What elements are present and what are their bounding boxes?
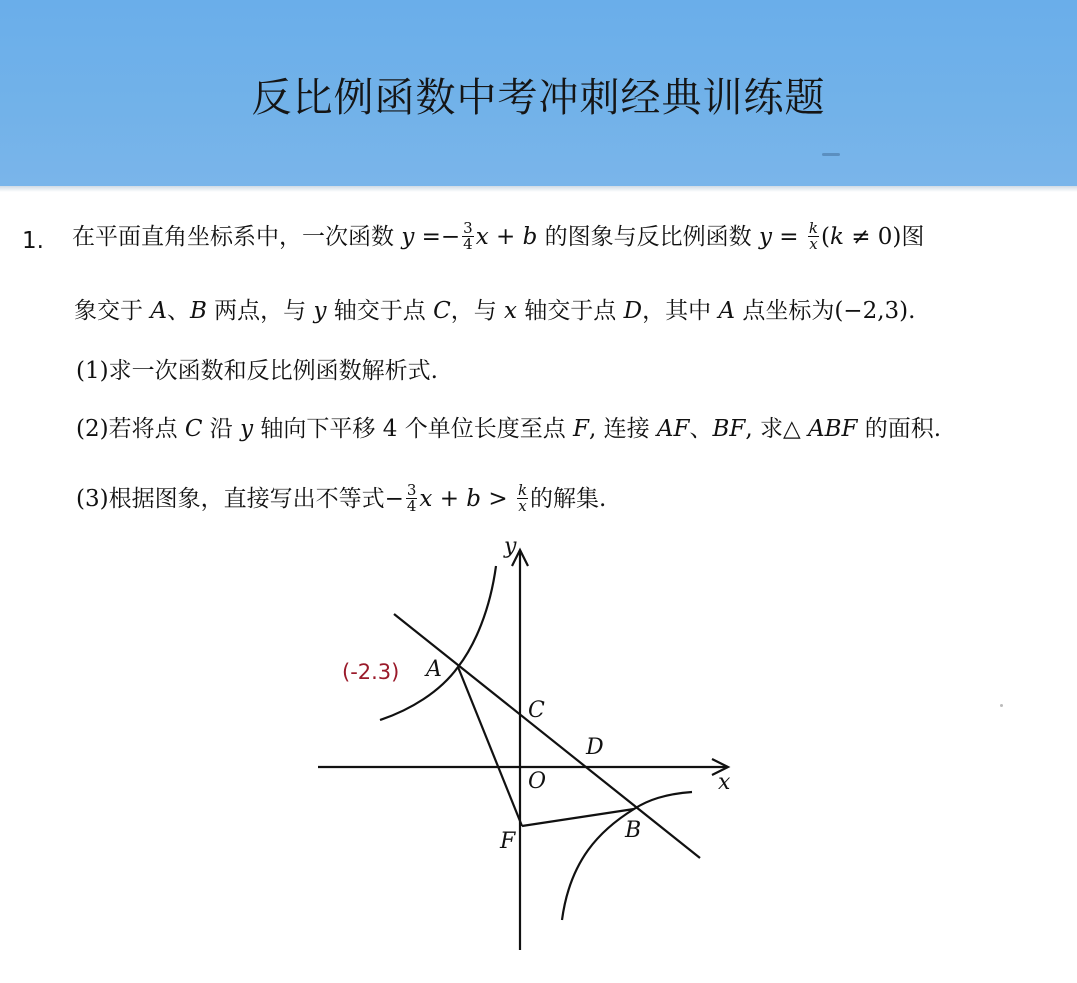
- line1-post: 图: [901, 224, 925, 250]
- point-c-label: C: [433, 298, 451, 324]
- eq1-lhs: y: [401, 224, 415, 250]
- x-var: x: [504, 298, 517, 324]
- point-a-label: A: [150, 298, 167, 324]
- question-part-3: [76, 480, 607, 516]
- part3-b-var: b: [466, 486, 482, 512]
- y-var: y: [313, 298, 327, 324]
- eq1-b: b: [522, 224, 538, 250]
- part3-frac2-den: x: [518, 496, 527, 515]
- line1-pre: 在平面直角坐标系中，一次函数: [72, 224, 402, 250]
- eq2-lhs: y: [758, 224, 772, 250]
- coordinate-figure: [300, 530, 760, 960]
- figure-svg: [300, 530, 760, 960]
- part2-text-4: , 连接: [588, 416, 657, 442]
- question-part-2: [76, 414, 941, 444]
- point-f: F: [500, 829, 516, 854]
- y-axis-label: y: [504, 534, 517, 559]
- part3-frac-num: 3: [406, 480, 417, 499]
- part2-text-7: 的面积.: [857, 416, 942, 442]
- line2-text-5: ，与: [450, 298, 505, 324]
- fraction-k-over-x: [808, 218, 819, 253]
- part2-text-2: 沿: [202, 416, 241, 442]
- frac1-num: 3: [463, 218, 473, 237]
- line2-text-3: 两点，与: [206, 298, 314, 324]
- question-line-2: [74, 296, 915, 326]
- part3-plus: +: [432, 486, 467, 512]
- line2-text-7: ，其中: [642, 298, 719, 324]
- eq2-eq: =: [771, 224, 806, 250]
- segment-af: AF: [656, 416, 690, 442]
- frac2-num: k: [808, 218, 818, 237]
- eq1-eq: =−: [414, 224, 461, 250]
- frac1-den: 4: [463, 234, 473, 253]
- cond-rest: ≠ 0): [843, 224, 902, 250]
- part3-fraction-three-quarters: [406, 480, 418, 515]
- question-part-1: (1)求一次函数和反比例函数解析式.: [76, 358, 438, 384]
- eq1-plus: +: [488, 224, 523, 250]
- frac2-den: x: [809, 234, 818, 253]
- page-title: 反比例函数中考冲刺经典训练题: [251, 75, 826, 121]
- part2-text-1: (2)若将点: [76, 416, 185, 442]
- scan-speck: [822, 153, 840, 156]
- fraction-three-quarters: [462, 218, 474, 253]
- part3-frac-den: 4: [406, 496, 417, 515]
- part3-text-1: (3)根据图象，直接写出不等式−: [76, 486, 404, 512]
- part2-text-6: , 求△: [745, 416, 808, 442]
- line2-text-4: 轴交于点: [326, 298, 434, 324]
- part3-frac2-num: k: [517, 480, 528, 499]
- triangle-abf: ABF: [808, 416, 858, 442]
- scan-speck: [1000, 704, 1003, 707]
- point-c: C: [528, 698, 545, 723]
- cond-k: k: [829, 224, 844, 250]
- x-axis-label: x: [718, 770, 731, 795]
- point-b-label: B: [189, 298, 207, 324]
- part2-text-5: 、: [689, 416, 713, 442]
- cond-open: (: [820, 224, 830, 250]
- segment-bf-line: [522, 809, 634, 826]
- line2-text-1: 象交于: [74, 298, 151, 324]
- part3-x-var: x: [419, 486, 433, 512]
- banner-shadow: [0, 186, 1077, 192]
- part3-text-2: 的解集.: [530, 486, 607, 512]
- handwritten-coordinate-annotation: (-2.3): [342, 660, 400, 684]
- point-b: B: [625, 818, 642, 843]
- point-d: D: [586, 735, 604, 760]
- part2-y-var: y: [240, 416, 254, 442]
- origin-o: O: [528, 769, 547, 794]
- part3-fraction-k-over-x: [517, 480, 528, 515]
- line2-text-8: 点坐标为(−2,3).: [735, 298, 916, 324]
- point-d-label: D: [623, 298, 643, 324]
- eq1-x: x: [475, 224, 489, 250]
- point-a: A: [426, 657, 442, 682]
- part2-point-c: C: [184, 416, 203, 442]
- point-a-label-2: A: [718, 298, 736, 324]
- line1-mid: 的图象与反比例函数: [537, 224, 759, 250]
- line2-text-6: 轴交于点: [517, 298, 624, 324]
- hyperbola-branch-lower: [562, 792, 692, 920]
- question-line-1: [72, 218, 925, 254]
- part2-text-3: 轴向下平移 4 个单位长度至点: [253, 416, 574, 442]
- question-number: 1.: [22, 228, 44, 254]
- line2-text-2: 、: [166, 298, 190, 324]
- segment-bf: BF: [712, 416, 746, 442]
- part2-point-f: F: [573, 416, 589, 442]
- hyperbola-branch-upper: [380, 566, 496, 720]
- part3-greater-than: >: [481, 486, 515, 512]
